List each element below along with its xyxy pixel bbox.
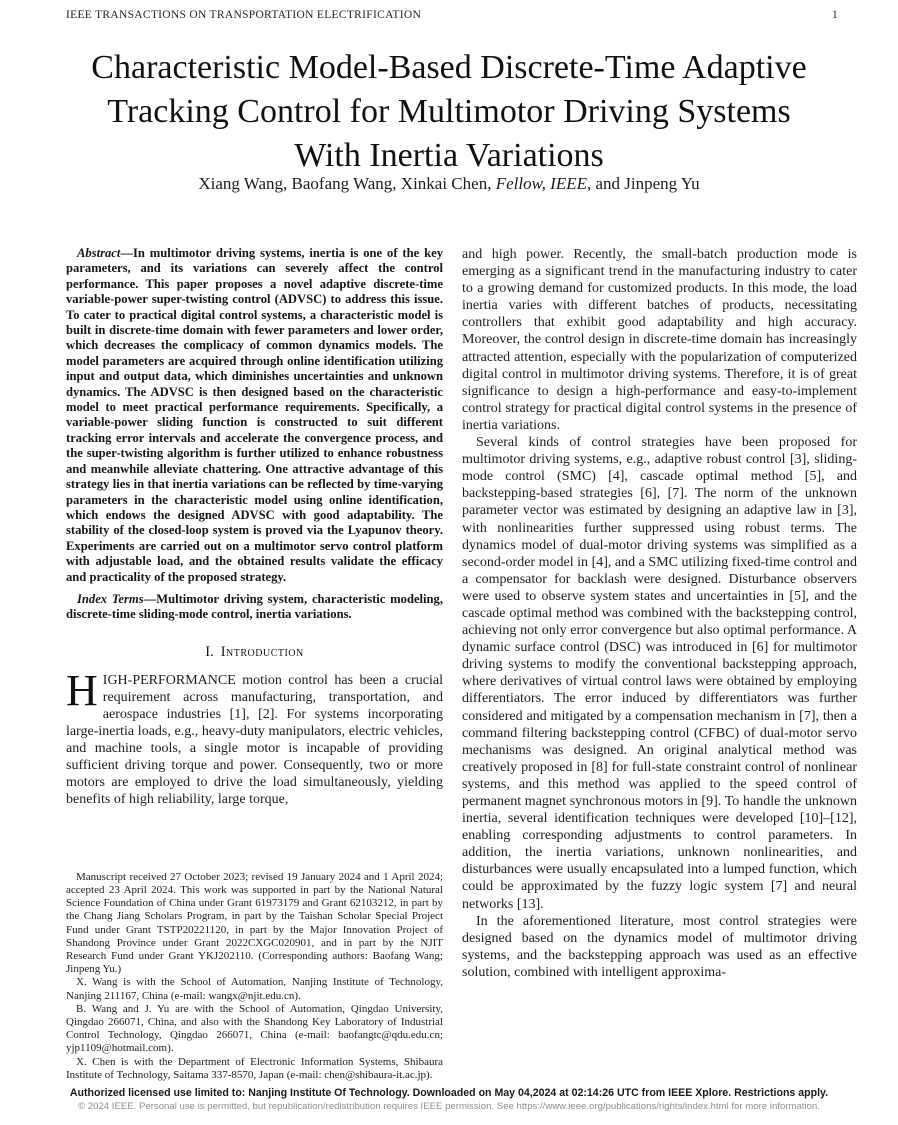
drop-cap: H bbox=[66, 665, 98, 715]
license-line: Authorized licensed use limited to: Nanjing Institute Of Technology. Downloaded on May 04,2024 at 02:14:26 UTC from IEEE Xplore. Restrictions apply. bbox=[69, 1087, 829, 1099]
authors-post: , and Jinpeng Yu bbox=[586, 174, 700, 193]
index-terms-label: Index Terms bbox=[77, 591, 144, 606]
first-page-footnotes bbox=[66, 871, 443, 1082]
body-paragraph-strategies: Several kinds of control strategies have been proposed for multimotor driving systems, e.g., adaptive robust control [3], sliding-mode control (SMC) [4], cascade optimal method [5], and backstepping-based strategies [6], [7]. The norm of the unknown parameter vector was estimated by designing an adaptive law in [3], with nonlinearities further suppressed using robust terms. The dynamics model of dual-motor driving systems was simplified as a second-order model in [4], and a SMC utilizing fixed-time control and a compensator for backlash were designed. Disturbance observers were used to observe system states and uncertainties in [5], and the cascade optimal method was combined with the backstepping control, achieving not only error convergence but also optimal performance. A dynamic surface control (DSC) was introduced in [6] for multimotor driving systems to modify the conventional backstepping approach, where derivatives of virtual control laws were obtained by employing differentiators. The error induced by differentiators was further considered and mitigated by a compensation mechanism in [7], then a command filtering backstepping control (CFBC) of dual-motor servo mechanisms was designed. An original analytical method was creatively proposed in [8] for full-state constraint control of nonlinear systems, and this method was applied to the speed control of permanent magnet synchronous motors in [9]. To handle the unknown inertia, several identification techniques were developed [10]–[12], enabling corresponding adjustments to control parameters. In addition, the inertia variations, unknown nonlinearities, and disturbances were usually encapsulated into a lumped function, which could be approximated by the fuzzy logic system [7] and neural networks [13]. bbox=[462, 435, 857, 912]
title-line-3: With Inertia Variations bbox=[294, 137, 604, 174]
authors-pre: Xiang Wang, Baofang Wang, Xinkai Chen, bbox=[198, 174, 496, 193]
right-column bbox=[462, 246, 857, 1082]
index-terms-dash: — bbox=[143, 591, 157, 606]
index-terms-text: Multimotor driving system, characteristic modeling, discrete-time sliding-mode control, inertia variations. bbox=[66, 591, 443, 622]
body-paragraph-literature: In the aforementioned literature, most control strategies were designed based on the dynamics model of multimotor driving systems, and the backstepping approach was used as an effective solution, combined with intelligent approxima- bbox=[462, 913, 857, 980]
footnote-affiliation-xwang: X. Wang is with the School of Automation, Nanjing Institute of Technology, Nanjing 211167, China (e-mail: wangx@njit.edu.cn). bbox=[66, 976, 443, 1002]
page-number: 1 bbox=[831, 9, 838, 21]
footnote-funding: Manuscript received 27 October 2023; revised 19 January 2024 and 1 April 2024; accepted 23 April 2024. This work was supported in part by the National Natural Science Foundation of China under Grant 61973179 and Grant 62103212, in part by the Chang Jiang Scholars Program, in part by the Taishan Scholar Special Project Fund under Grant TSTP20221120, in part by the Major Innovation Project of Shandong Province under Grant 2022CXGC020901, and in part by the NJIT Research Fund under Grant YKJ202110. (Corresponding authors: Baofang Wang; Jinpeng Yu.) bbox=[66, 870, 443, 976]
footnote-affiliation-xchen: X. Chen is with the Department of Electronic Information Systems, Shibaura Institute of Technology, Saitama 337-8570, Japan (e-mail: chen@shibaura-it.ac.jp). bbox=[66, 1055, 443, 1081]
abstract-dash: — bbox=[120, 246, 133, 260]
introduction-text: IGH-PERFORMANCE motion control has been a crucial requirement across manufacturing, transportation, and aerospace industries [1], [2]. For systems incorporating large-inertia loads, e.g., heavy-duty manipulators, electric vehicles, and machine tools, a single motor is incapable of providing sufficient driving torque and power. Consequently, two or more motors are employed to drive the load simultaneously, yielding benefits of high reliability, large torque, bbox=[66, 672, 443, 808]
section-title: Introduction bbox=[220, 643, 304, 660]
index-terms bbox=[66, 592, 443, 623]
license-footer bbox=[0, 1087, 898, 1112]
left-column bbox=[66, 246, 443, 1082]
title-line-1: Characteristic Model-Based Discrete-Time Adaptive bbox=[91, 49, 807, 86]
body-paragraph-continuation: and high power. Recently, the small-batch production mode is emerging as a significant trend in the manufacturing industry to cater to a growing demand for customized products. In this mode, the load inertia varies with different batches of products, necessitating controllers that exhibit good adaptability and high accuracy. Moreover, the control design in discrete-time domain has increasingly attracted attention, especially with the popularization of computerized digital control in multimotor driving systems. Therefore, it is of great significance to design a high-performance and easy-to-implement control strategy for practical digital control systems in the presence of inertia variations. bbox=[462, 247, 857, 433]
journal-name: IEEE TRANSACTIONS ON TRANSPORTATION ELECTRIFICATION bbox=[66, 9, 422, 21]
abstract-text: In multimotor driving systems, inertia is one of the key parameters, and its variations can severely affect the control performance. This paper proposes a novel adaptive discrete-time variable-power super-twisting control (ADVSC) to address this issue. To cater to practical digital control systems, a characteristic model is built in discrete-time domain with fewer parameters and lower order, which decreases the complicacy of common dynamics models. The model parameters are acquired through online identification utilizing input and output data, which diminishes uncertainties and unknown dynamics. The ADVSC is then designed based on the characteristic model to meet practical performance requirements. Specifically, a variable-power sliding function is constructed to suit different tracking error intervals and accelerate the convergence process, and the super-twisting algorithm is further utilized to enhance robustness and meanwhile alleviate chattering. One attractive advantage of this strategy lies in that inertia variations can be reflected by time-varying parameters in the characteristic model using online identification, which endows the designed ADVSC with good adaptability. The stability of the closed-loop system is proved via the Lyapunov theory. Experiments are carried out on a multimotor servo control platform with adjustable load, and the obtained results validate the efficacy and practicality of the proposed strategy. bbox=[66, 246, 443, 584]
authors-fellow: Fellow, IEEE bbox=[495, 174, 587, 193]
section-heading-introduction bbox=[66, 644, 443, 661]
abstract-label: Abstract bbox=[77, 246, 121, 260]
authors-line bbox=[40, 174, 858, 194]
title-line-2: Tracking Control for Multimotor Driving Systems bbox=[107, 93, 791, 130]
introduction-paragraph bbox=[66, 665, 443, 809]
paper-title bbox=[40, 46, 858, 178]
abstract bbox=[66, 246, 443, 585]
running-head bbox=[66, 9, 838, 21]
two-column-body bbox=[66, 246, 857, 1082]
footnote-affiliation-bwang-jyu: B. Wang and J. Yu are with the School of Automation, Qingdao University, Qingdao 266071, China, and also with the Shandong Key Laboratory of Industrial Control Technology, Qingdao 266071, China (e-mail: baofangtc@qdu.edu.cn; yjp1109@hotmail.com). bbox=[66, 1002, 443, 1055]
section-number: I. bbox=[205, 643, 214, 660]
copyright-line: © 2024 IEEE. Personal use is permitted, but republication/redistribution requires IEEE permission. See https://www.ieee.org/publications/rights/index.html for more information. bbox=[78, 1101, 820, 1112]
